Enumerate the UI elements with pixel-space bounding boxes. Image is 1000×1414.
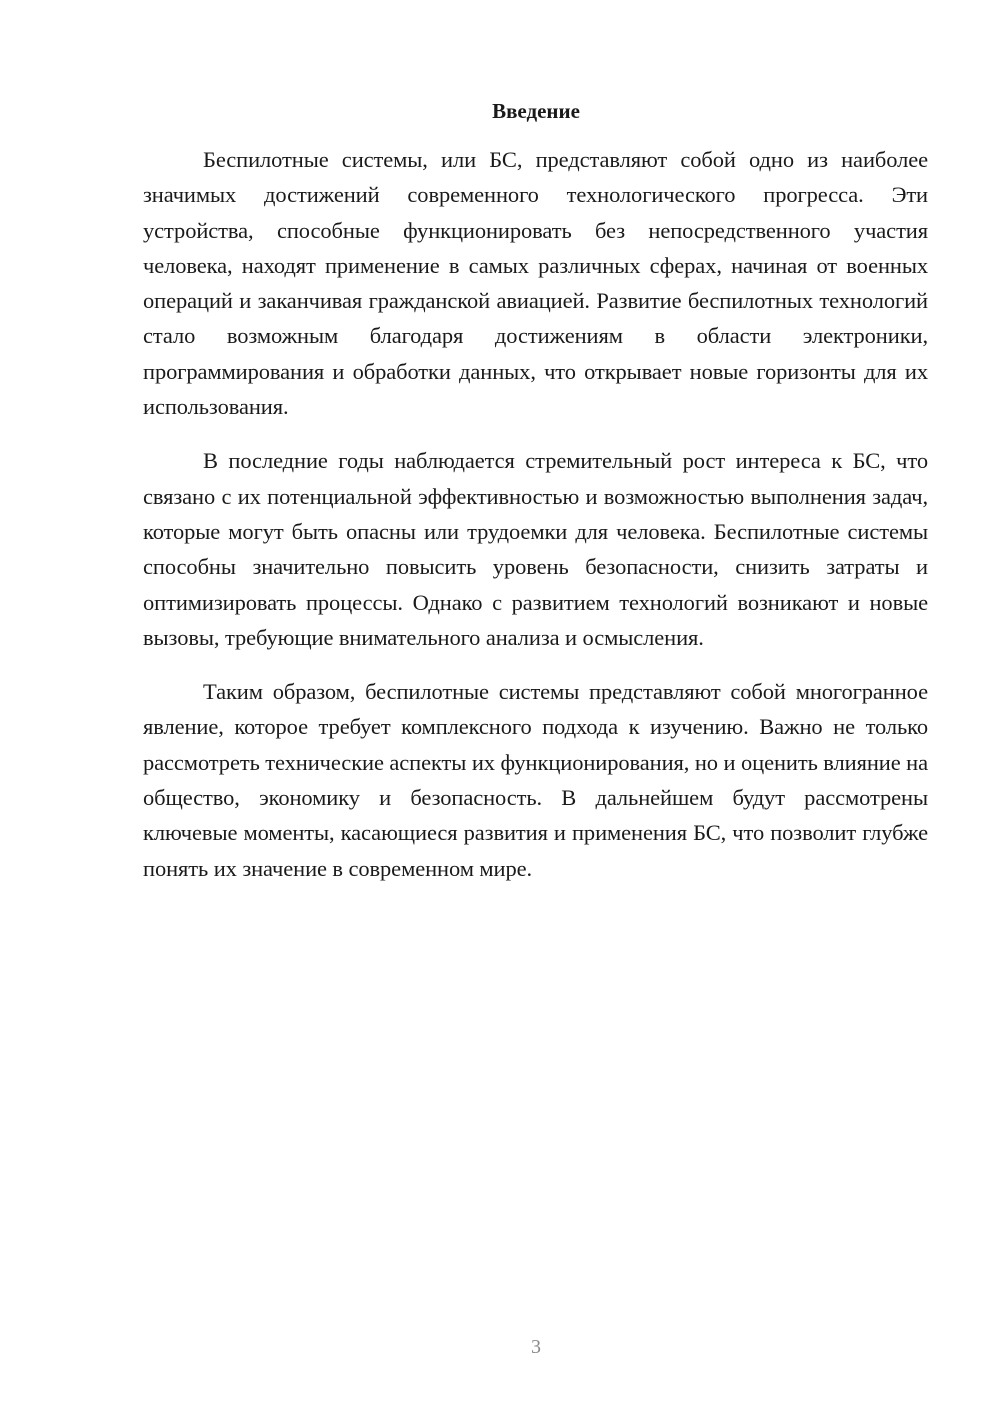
- paragraph-3: Таким образом, беспилотные системы представляют собой многогранное явление, которое требует комплексного подхода к изучению. Важно не только рассмотреть технические аспекты их функционирования, но и оценить влияние на общество, экономику и безопасность. В дальнейшем будут рассмотрены ключевые моменты, касающиеся развития и применения БС, что позволит глубже понять их значение в современном мире.: [143, 679, 928, 881]
- page-number: 3: [531, 1336, 541, 1358]
- paragraph-2: В последние годы наблюдается стремительный рост интереса к БС, что связано с их потенциальной эффективностью и возможностью выполнения задач, которые могут быть опасны или трудоемки для человека. Беспилотные системы способны значительно повысить уровень безопасности, снизить затраты и оптимизировать процессы. Однако с развитием технологий возникают и новые вызовы, требующие внимательного анализа и осмысления.: [143, 448, 928, 650]
- page-title: Введение: [492, 99, 580, 123]
- document-body: [143, 142, 928, 905]
- paragraph-1: Беспилотные системы, или БС, представляют собой одно из наиболее значимых достижений современного технологического прогресса. Эти устройства, способные функционировать без непосредственного участия человека, находят применение в самых различных сферах, начиная от военных операций и заканчивая гражданской авиацией. Развитие беспилотных технологий стало возможным благодаря достижениям в области электроники, программирования и обработки данных, что открывает новые горизонты для их использования.: [143, 147, 928, 420]
